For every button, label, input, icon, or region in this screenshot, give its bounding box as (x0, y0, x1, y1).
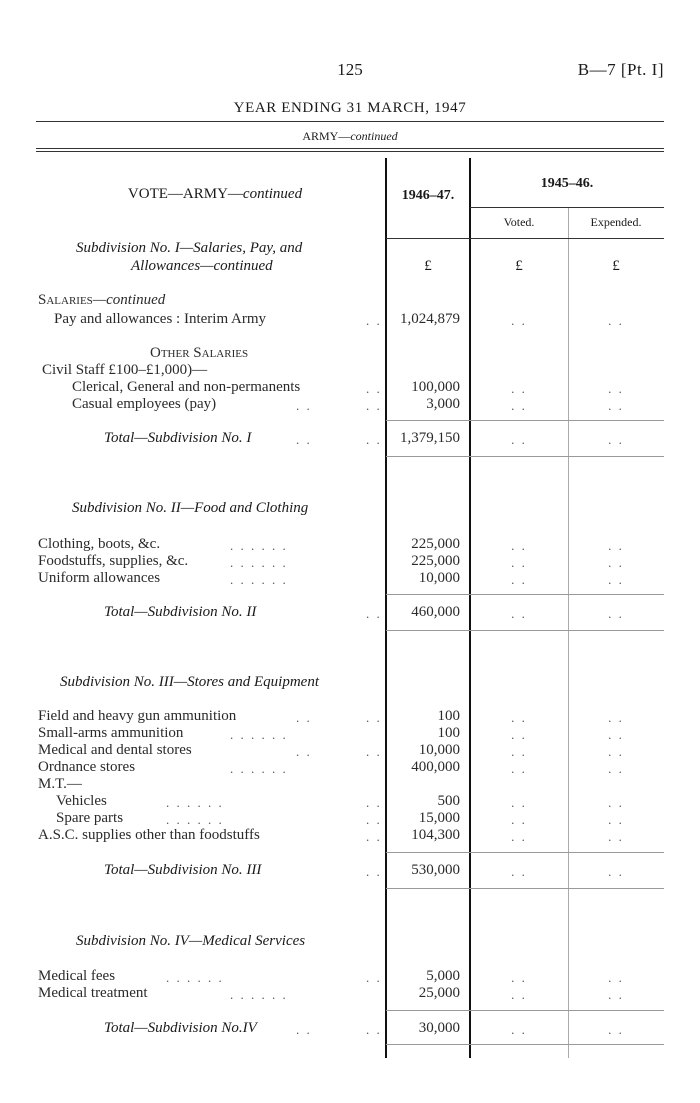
total-rule-bottom (386, 888, 664, 889)
leader-dots: . . (366, 606, 382, 621)
voted-value: . . (511, 572, 527, 587)
total-subdivision-3-label: Total—Subdivision No. III (104, 862, 262, 878)
expended-value: . . (608, 398, 624, 413)
other-salaries-heading: Other Salaries (150, 345, 249, 361)
voted-value: . . (511, 606, 527, 621)
subdivision-1-title-line2: Allowances—continued (131, 258, 273, 274)
voted-value: . . (511, 795, 527, 810)
sub3-item-label: Ordnance stores (38, 759, 136, 775)
rule-mid (36, 148, 664, 149)
leader-dots: . . . . . . (230, 572, 288, 587)
sub3-item-amount: 15,000 (418, 810, 460, 826)
casual-amount: 3,000 (426, 396, 460, 412)
expended-value: . . (608, 606, 624, 621)
voted-value: . . (511, 744, 527, 759)
leader-dots: . . (366, 313, 382, 328)
expended-value: . . (608, 744, 624, 759)
sub2-item-amount: 225,000 (411, 536, 460, 552)
rule-mid-2 (36, 151, 664, 152)
column-header-expended: Expended. (590, 215, 642, 229)
expended-value: . . (608, 727, 624, 742)
column-header-voted: Voted. (503, 215, 535, 229)
leader-dots: . . (366, 710, 382, 725)
leader-dots: . . (366, 1022, 382, 1037)
voted-value: . . (511, 1022, 527, 1037)
year-title: YEAR ENDING 31 MARCH, 1947 (233, 100, 467, 116)
voted-value: . . (511, 761, 527, 776)
subdivision-2-title: Subdivision No. II—Food and Clothing (72, 500, 309, 516)
voted-value: . . (511, 381, 527, 396)
leader-dots: . . (366, 795, 382, 810)
voted-value: . . (511, 864, 527, 879)
voted-value: . . (511, 987, 527, 1002)
expended-value: . . (608, 313, 624, 328)
expended-value: . . (608, 710, 624, 725)
total-rule-bottom (386, 630, 664, 631)
total-subdivision-3-amount: 530,000 (411, 862, 460, 878)
clerical-label: Clerical, General and non-permanents (72, 379, 301, 395)
rule-1945-sub (470, 207, 664, 208)
sub3-item-amount: 500 (437, 793, 460, 809)
expended-value: . . (608, 795, 624, 810)
expended-value: . . (608, 381, 624, 396)
rule-top (36, 121, 664, 122)
voted-value: . . (511, 727, 527, 742)
total-subdivision-2-label: Total—Subdivision No. II (104, 604, 257, 620)
sub2-item-label: Uniform allowances (38, 570, 161, 586)
sub2-item-amount: 10,000 (418, 570, 460, 586)
leader-dots: . . . . . . (166, 795, 224, 810)
sub3-item-label: Field and heavy gun ammunition (38, 708, 237, 724)
leader-dots: . . (366, 829, 382, 844)
leader-dots: . . (366, 864, 382, 879)
subdivision-4-title: Subdivision No. IV—Medical Services (76, 933, 306, 949)
total-subdivision-1-label: Total—Subdivision No. I (104, 430, 252, 446)
clerical-amount: 100,000 (411, 379, 460, 395)
voted-value: . . (511, 398, 527, 413)
casual-label: Casual employees (pay) (72, 396, 217, 412)
total-rule-top (386, 420, 664, 421)
rule-header-bottom (386, 238, 664, 239)
leader-dots: . . . . . . (230, 538, 288, 553)
pay-allowances-label: Pay and allowances : Interim Army (54, 311, 267, 327)
pound-sign-expended: £ (612, 258, 620, 274)
sub4-item-amount: 5,000 (426, 968, 460, 984)
vote-title: VOTE—ARMY—continued (127, 186, 303, 202)
leader-dots: . . . . . . (230, 727, 288, 742)
sub3-item-amount: 400,000 (411, 759, 460, 775)
expended-value: . . (608, 572, 624, 587)
voted-value: . . (511, 812, 527, 827)
leader-dots: . . (296, 710, 312, 725)
expended-value: . . (608, 538, 624, 553)
total-subdivision-4-label: Total—Subdivision No.IV (104, 1020, 257, 1036)
expended-value: . . (608, 812, 624, 827)
total-rule-bottom (386, 456, 664, 457)
subdivision-1-title-line1: Subdivision No. I—Salaries, Pay, and (76, 240, 303, 256)
leader-dots: . . (366, 432, 382, 447)
sub3-item-label: Small-arms ammunition (38, 725, 184, 741)
voted-value: . . (511, 313, 527, 328)
page-number: 125 (337, 60, 363, 79)
expended-value: . . (608, 555, 624, 570)
expended-value: . . (608, 970, 624, 985)
salaries-heading: Salaries—continued (38, 292, 166, 308)
leader-dots: . . . . . . (230, 555, 288, 570)
leader-dots: . . (366, 398, 382, 413)
voted-value: . . (511, 555, 527, 570)
sub2-item-label: Clothing, boots, &c. (38, 536, 161, 552)
leader-dots: . . . . . . (230, 761, 288, 776)
total-rule-top (386, 1010, 664, 1011)
sub3-item-label: A.S.C. supplies other than foodstuffs (38, 827, 260, 843)
column-header-1945-46: 1945–46. (540, 176, 594, 191)
leader-dots: . . (296, 1022, 312, 1037)
sub3-item-amount: 10,000 (418, 742, 460, 758)
expended-value: . . (608, 432, 624, 447)
column-header-1946-47: 1946–47. (401, 188, 455, 203)
voted-value: . . (511, 538, 527, 553)
total-subdivision-4-amount: 30,000 (418, 1020, 460, 1036)
leader-dots: . . (296, 432, 312, 447)
sub3-item-amount: 100 (437, 708, 460, 724)
divider-voted (568, 207, 569, 1058)
leader-dots: . . (366, 970, 382, 985)
leader-dots: . . . . . . (166, 970, 224, 985)
divider-1946 (385, 158, 387, 1058)
leader-dots: . . (366, 812, 382, 827)
page-reference: B—7 [Pt. I] (577, 60, 664, 79)
pound-sign-1946: £ (424, 258, 432, 274)
total-rule-top (386, 594, 664, 595)
voted-value: . . (511, 970, 527, 985)
army-title: ARMY—continued (302, 129, 398, 143)
total-rule-bottom (386, 1044, 664, 1045)
leader-dots: . . (366, 744, 382, 759)
sub3-item-label: M.T.— (38, 776, 82, 792)
sub4-item-amount: 25,000 (418, 985, 460, 1001)
total-subdivision-2-amount: 460,000 (411, 604, 460, 620)
civil-staff-label: Civil Staff £100–£1,000)— (42, 362, 208, 378)
leader-dots: . . (296, 744, 312, 759)
pay-allowances-amount: 1,024,879 (400, 311, 460, 327)
sub4-item-label: Medical fees (38, 968, 116, 984)
expended-value: . . (608, 1022, 624, 1037)
expended-value: . . (608, 761, 624, 776)
voted-value: . . (511, 829, 527, 844)
sub2-item-amount: 225,000 (411, 553, 460, 569)
sub3-item-label: Spare parts (56, 810, 124, 826)
sub3-item-label: Medical and dental stores (38, 742, 192, 758)
expended-value: . . (608, 864, 624, 879)
subdivision-3-title: Subdivision No. III—Stores and Equipment (60, 674, 320, 690)
sub3-item-amount: 100 (437, 725, 460, 741)
sub4-item-label: Medical treatment (38, 985, 148, 1001)
leader-dots: . . . . . . (166, 812, 224, 827)
pound-sign-voted: £ (515, 258, 523, 274)
voted-value: . . (511, 432, 527, 447)
leader-dots: . . (296, 398, 312, 413)
sub3-item-amount: 104,300 (411, 827, 460, 843)
voted-value: . . (511, 710, 527, 725)
total-subdivision-1-amount: 1,379,150 (400, 430, 460, 446)
total-rule-top (386, 852, 664, 853)
expended-value: . . (608, 829, 624, 844)
leader-dots: . . (366, 381, 382, 396)
sub2-item-label: Foodstuffs, supplies, &c. (38, 553, 189, 569)
expended-value: . . (608, 987, 624, 1002)
leader-dots: . . . . . . (230, 987, 288, 1002)
sub3-item-label: Vehicles (56, 793, 107, 809)
